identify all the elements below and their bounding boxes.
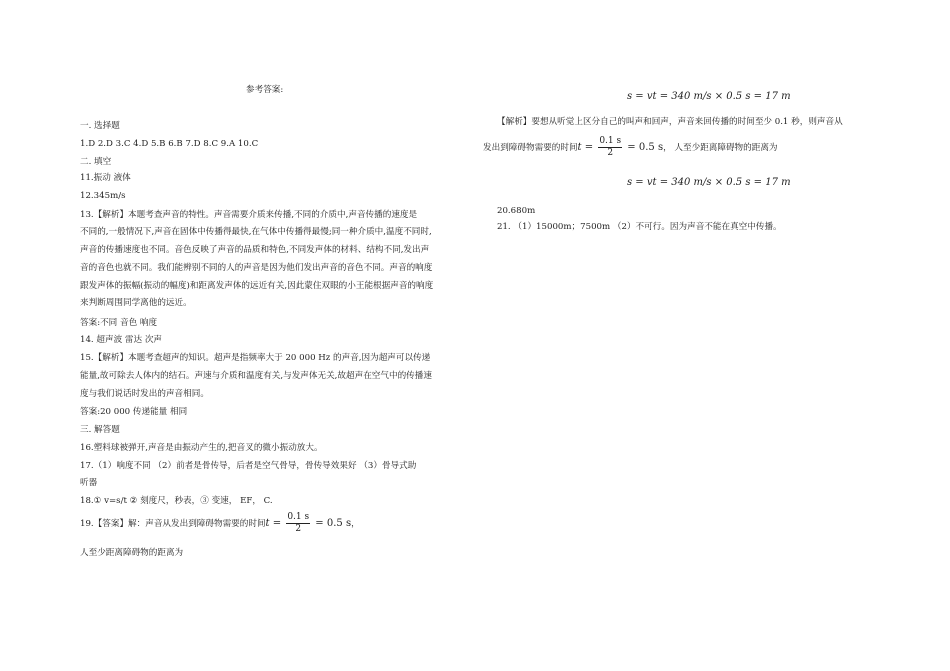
answer-19: [80, 512, 360, 536]
answer-13-line: 跟发声体的振幅(振动的幅度)和距离发声体的远近有关,因此蒙住双眼的小王能根据声音的响度: [80, 281, 434, 291]
analysis-time-line: 发出到障碍物需要的时间t = $\frac{0.1 s}{2}$ = 0.5 s， 人至少距离障碍物的距离为: [483, 136, 778, 158]
answer-13-line: 不同的,一般情况下,声音在固体中传播得最快,在气体中传播得最慢;同一种介质中,温度不同时,: [80, 227, 432, 237]
answer-16: 16.塑料球被弹开,声音是由振动产生的,把音叉的微小振动放大。: [80, 443, 323, 453]
section-heading-solve: 三. 解答题: [80, 425, 120, 435]
answer-17-line: 17.（1）响度不同 （2）前者是骨传导，后者是空气骨导，骨传导效果好 （3）骨导式助: [80, 461, 417, 471]
answer-20: 20.680m: [497, 206, 536, 216]
answer-15-final: 答案:20 000 传递能量 相同: [80, 407, 188, 417]
answer-19-suffix: ，: [351, 519, 360, 529]
time-formula: t = $\frac{0.1 s}{2}$ = 0.5 s: [265, 512, 352, 534]
time-formula: t = $\frac{0.1 s}{2}$ = 0.5 s: [577, 136, 664, 158]
distance-formula-2: s = vt = 340 m/s × 0.5 s = 17 m: [627, 177, 791, 188]
section-heading-fill: 二. 填空: [80, 157, 112, 167]
answer-19-prefix: 19.【答案】解：声音从发出到障碍物需要的时间: [80, 519, 266, 529]
answer-21: 21. （1）15000m；7500m （2）不可行。因为声音不能在真空中传播。: [497, 222, 782, 232]
answer-15-line: 15.【解析】本题考查超声的知识。超声是指频率大于 20 000 Hz 的声音,因为超声可以传递: [80, 353, 431, 363]
answer-12: 12.345m/s: [80, 191, 126, 201]
fraction: $\frac{0.1 s}{2}$: [599, 136, 622, 158]
analysis-line: 【解析】要想从听觉上区分自己的叫声和回声，声音来回传播的时间至少 0.1 秒，则声音从: [497, 117, 843, 127]
section-heading-choice: 一. 选择题: [80, 121, 120, 131]
distance-formula-1: s = vt = 340 m/s × 0.5 s = 17 m: [627, 91, 791, 102]
answer-13-line: 声音的传播速度也不同。音色反映了声音的品质和特色,不同发声体的材料、结构不同,发出声: [80, 245, 430, 255]
answer-18: 18.① v=s/t ② 刻度尺，秒表，③ 变速， EF， C.: [80, 496, 273, 506]
choice-answers: 1.D 2.D 3.C 4.D 5.B 6.B 7.D 8.C 9.A 10.C: [80, 139, 259, 149]
answer-17-line: 听器: [80, 478, 98, 488]
page-title: 参考答案:: [246, 85, 284, 95]
answer-13-line: 13.【解析】本题考查声音的特性。声音需要介质来传播,不同的介质中,声音传播的速度是: [80, 210, 418, 220]
answer-13-line: 音的音色也就不同。我们能辨别不同的人的声音是因为他们发出声音的音色不同。声音的响度: [80, 263, 433, 273]
answer-14: 14. 超声波 雷达 次声: [80, 335, 163, 345]
answer-13-final: 答案:不同 音色 响度: [80, 318, 158, 328]
answer-19-distance-label: 人至少距离障碍物的距离为: [80, 548, 184, 558]
answer-13-line: 来判断周围同学离他的远近。: [80, 298, 192, 308]
answer-15-line: 度与我们说话时发出的声音相同。: [80, 389, 209, 399]
answer-15-line: 能量,故可除去人体内的结石。声速与介质和温度有关,与发声体无关,故超声在空气中的传播速: [80, 371, 432, 381]
answer-11: 11.振动 液体: [80, 173, 131, 183]
fraction: $\frac{0.1 s}{2}$: [287, 512, 310, 534]
